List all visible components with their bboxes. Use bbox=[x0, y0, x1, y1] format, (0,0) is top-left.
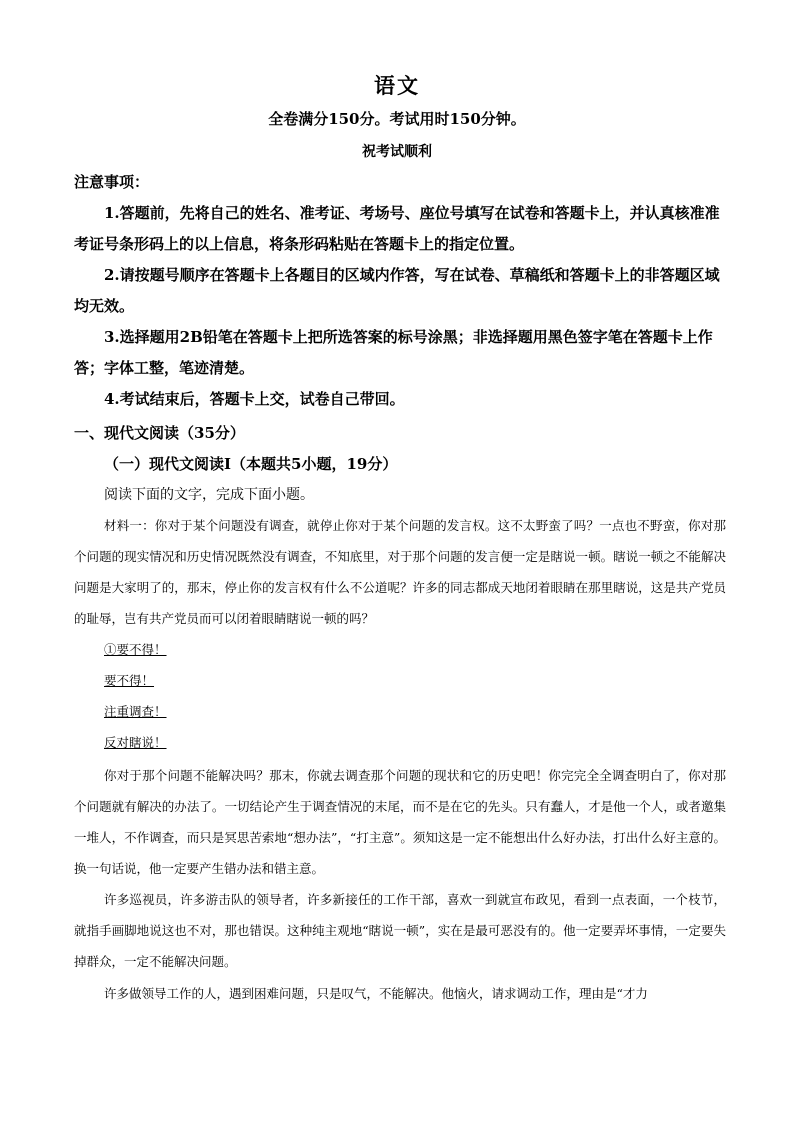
passage-paragraph-2 bbox=[74, 760, 726, 884]
passage-paragraph-1-text: 材料一：你对于某个问题没有调查，就停止你对于某个问题的发言权。这不太野蛮了吗？一点也不野蛮，你对那个问题的现实情况和历史情况既然没有调查，不知底里，对于那个问题的发言便一定是瞎说一顿。瞎说一顿之不能解决问题是大家明了的，那末，停止你的发言权有什么不公道呢？许多的同志都成天地闭着眼睛在那里瞎说，这是共产党员的耻辱，岂有共产党员而可以闭着眼睛瞎说一顿的吗？ bbox=[74, 518, 726, 626]
subsection-heading: （一）现代文阅读Ⅰ（本题共5小题，19分） bbox=[104, 455, 398, 473]
notice-item-1 bbox=[74, 198, 726, 260]
notice-item-1-text: 1.答题前，先将自己的姓名、准考证、考场号、座位号填写在试卷和答题卡上，并认真核准准考证号条形码上的以上信息，将条形码粘贴在答题卡上的指定位置。 bbox=[74, 204, 720, 253]
slogan-2: 要不得！ bbox=[104, 673, 155, 688]
section-heading: 一、现代文阅读（35分） bbox=[74, 424, 245, 442]
passage-paragraph-1 bbox=[74, 510, 726, 634]
notice-heading: 注意事项： bbox=[74, 173, 150, 191]
slogan-1: ①要不得！ bbox=[104, 642, 167, 657]
notice-item-3-text: 3.选择题用2B铅笔在答题卡上把所选答案的标号涂黑；非选择题用黑色签字笔在答题卡上作答；字体工整，笔迹清楚。 bbox=[74, 328, 713, 377]
notice-item-2 bbox=[74, 260, 726, 322]
exam-info: 全卷满分150分。考试用时150分钟。 bbox=[268, 110, 526, 128]
passage-paragraph-3 bbox=[74, 884, 726, 977]
reading-instruction: 阅读下面的文字，完成下面小题。 bbox=[104, 487, 314, 503]
passage-paragraph-2-text: 你对于那个问题不能解决吗？那末，你就去调查那个问题的现状和它的历史吧！你完完全全调查明白了，你对那个问题就有解决的办法了。一切结论产生于调查情况的末尾，而不是在它的先头。只有蠢人，才是他一个人，或者邀集一堆人，不作调查，而只是冥思苦索地“想办法”，“打主意”。须知这是一定不能想出什么好办法，打出什么好主意的。换一句话说，他一定要产生错办法和错主意。 bbox=[74, 768, 726, 876]
page-title: 语文 bbox=[374, 73, 420, 98]
notice-item-4-text: 4.考试结束后，答题卡上交，试卷自己带回。 bbox=[104, 390, 405, 408]
notice-item-4 bbox=[74, 384, 726, 415]
passage-paragraph-4 bbox=[74, 978, 726, 1009]
slogan-4: 反对瞎说！ bbox=[104, 735, 167, 750]
passage-paragraph-4-text: 许多做领导工作的人，遇到困难问题，只是叹气，不能解决。他恼火，请求调动工作，理由是“才力 bbox=[104, 986, 648, 1001]
passage-paragraph-3-text: 许多巡视员，许多游击队的领导者，许多新接任的工作干部，喜欢一到就宣布政见，看到一点表面，一个枝节，就指手画脚地说这也不对，那也错误。这种纯主观地“瞎说一顿”，实在是最可恶没有的。他一定要弄坏事情，一定要失掉群众，一定不能解决问题。 bbox=[74, 892, 726, 969]
slogan-3: 注重调查！ bbox=[104, 704, 167, 719]
notice-item-2-text: 2.请按题号顺序在答题卡上各题目的区域内作答，写在试卷、草稿纸和答题卡上的非答题区域均无效。 bbox=[74, 266, 720, 315]
notice-item-3 bbox=[74, 322, 726, 384]
exam-wish: 祝考试顺利 bbox=[362, 144, 432, 160]
